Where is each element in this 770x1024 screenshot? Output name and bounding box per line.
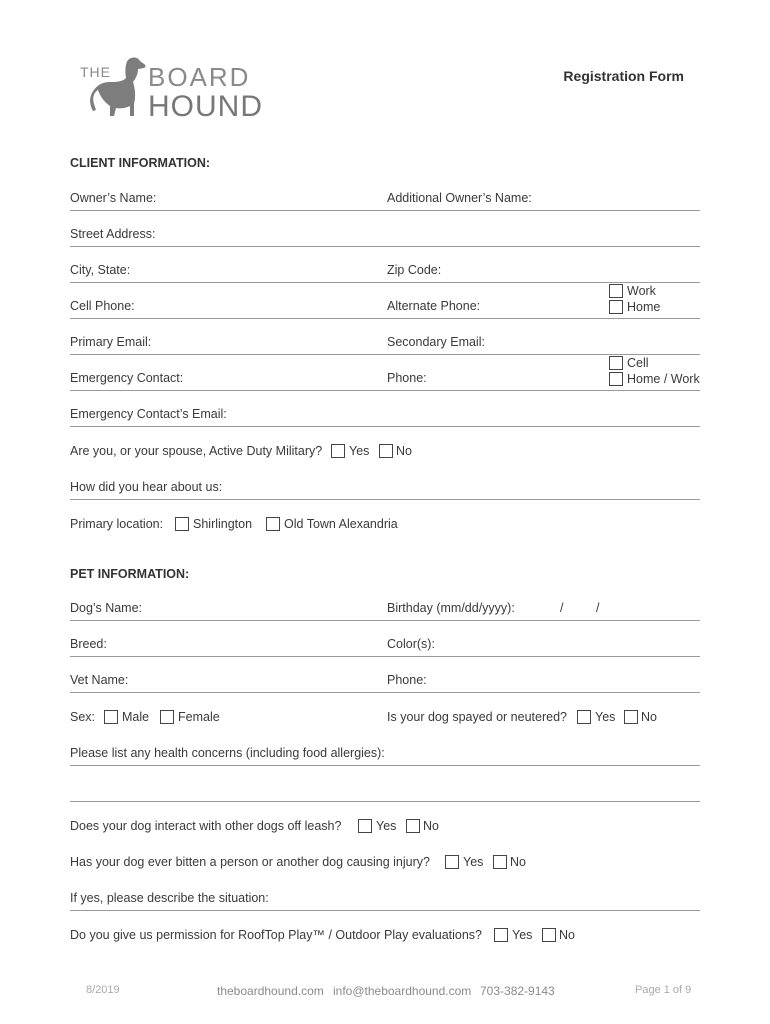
emergency-email-row [70, 405, 700, 427]
logo-text-hound: HOUND [148, 90, 263, 123]
owner-row [70, 189, 700, 211]
dog-icon [88, 54, 150, 122]
emergency-cell-checkbox[interactable] [609, 356, 623, 370]
primary-email-label: Primary Email: [70, 335, 152, 349]
male-checkbox[interactable] [104, 710, 118, 724]
birthday-slash-2: / [596, 601, 600, 615]
city-state-label: City, State: [70, 263, 131, 277]
footer-page-number: Page 1 of 9 [635, 984, 692, 996]
emergency-cell-label: Cell [627, 356, 649, 370]
primary-location-label: Primary location: [70, 517, 164, 531]
emergency-phone-label: Phone: [387, 371, 427, 385]
rooftop-question: Do you give us permission for RoofTop Play™ / Outdoor Play evaluations? [70, 928, 483, 942]
leash-no-label: No [423, 819, 439, 833]
alt-phone-work-label: Work [627, 284, 656, 298]
footer-date: 8/2019 [86, 984, 120, 996]
military-question: Are you, or your spouse, Active Duty Military? [70, 444, 323, 458]
hear-row [70, 478, 700, 500]
health-concerns-label: Please list any health concerns (including food allergies): [70, 746, 385, 760]
additional-owner-label: Additional Owner’s Name: [387, 191, 532, 205]
rooftop-yes-label: Yes [512, 928, 533, 942]
dog-name-row [70, 599, 700, 621]
spayed-yes-checkbox[interactable] [577, 710, 591, 724]
footer-website: theboardhound.com [217, 984, 324, 998]
health-line-2 [70, 780, 700, 802]
phone-row [70, 297, 700, 319]
colors-label: Color(s): [387, 637, 435, 651]
email-row [70, 333, 700, 355]
form-title: Registration Form [563, 68, 684, 84]
zip-code-label: Zip Code: [387, 263, 442, 277]
leash-yes-label: Yes [376, 819, 397, 833]
company-logo [80, 52, 310, 124]
male-label: Male [122, 710, 150, 724]
military-yes-checkbox[interactable] [331, 444, 345, 458]
military-no-label: No [396, 444, 412, 458]
cell-phone-label: Cell Phone: [70, 299, 135, 313]
bitten-no-label: No [510, 855, 526, 869]
vet-name-label: Vet Name: [70, 673, 129, 687]
vet-phone-label: Phone: [387, 673, 427, 687]
alt-phone-home-label: Home [627, 300, 661, 314]
breed-row [70, 635, 700, 657]
female-checkbox[interactable] [160, 710, 174, 724]
alt-phone-work-checkbox[interactable] [609, 284, 623, 298]
alt-phone-home-checkbox[interactable] [609, 300, 623, 314]
birthday-label: Birthday (mm/dd/yyyy): [387, 601, 515, 615]
hear-about-label: How did you hear about us: [70, 480, 223, 494]
military-yes-label: Yes [349, 444, 370, 458]
logo-text-board: BOARD [148, 62, 251, 92]
logo-text-the: THE [80, 64, 111, 80]
bitten-yes-checkbox[interactable] [445, 855, 459, 869]
city-row [70, 261, 700, 283]
emergency-homework-label: Home / Work [627, 372, 700, 386]
old-town-label: Old Town Alexandria [284, 517, 398, 531]
spayed-no-label: No [641, 710, 657, 724]
spayed-question: Is your dog spayed or neutered? [387, 710, 567, 724]
leash-yes-checkbox[interactable] [358, 819, 372, 833]
birthday-slash-1: / [560, 601, 564, 615]
shirlington-checkbox[interactable] [175, 517, 189, 531]
leash-no-checkbox[interactable] [406, 819, 420, 833]
secondary-email-label: Secondary Email: [387, 335, 485, 349]
pet-section-heading: PET INFORMATION: [70, 567, 190, 581]
footer-email: info@theboardhound.com [333, 984, 472, 998]
sex-label: Sex: [70, 710, 96, 724]
describe-situation-label: If yes, please describe the situation: [70, 891, 269, 905]
street-row [70, 225, 700, 247]
owner-name-label: Owner’s Name: [70, 191, 157, 205]
bitten-yes-label: Yes [463, 855, 484, 869]
emergency-homework-checkbox[interactable] [609, 372, 623, 386]
emergency-row [70, 369, 700, 391]
rooftop-yes-checkbox[interactable] [494, 928, 508, 942]
leash-question: Does your dog interact with other dogs off leash? [70, 819, 342, 833]
emergency-contact-label: Emergency Contact: [70, 371, 184, 385]
spayed-no-checkbox[interactable] [624, 710, 638, 724]
rooftop-no-label: No [559, 928, 575, 942]
shirlington-label: Shirlington [193, 517, 253, 531]
dog-name-label: Dog’s Name: [70, 601, 143, 615]
bitten-no-checkbox[interactable] [493, 855, 507, 869]
health-row [70, 744, 700, 766]
footer-phone: 703-382-9143 [480, 984, 555, 998]
female-label: Female [178, 710, 220, 724]
client-section-heading: CLIENT INFORMATION: [70, 156, 211, 170]
old-town-checkbox[interactable] [266, 517, 280, 531]
vet-row [70, 671, 700, 693]
spayed-yes-label: Yes [595, 710, 616, 724]
alternate-phone-label: Alternate Phone: [387, 299, 481, 313]
breed-label: Breed: [70, 637, 107, 651]
emergency-email-label: Emergency Contact’s Email: [70, 407, 227, 421]
rooftop-no-checkbox[interactable] [542, 928, 556, 942]
bitten-question: Has your dog ever bitten a person or another dog causing injury? [70, 855, 430, 869]
military-no-checkbox[interactable] [379, 444, 393, 458]
street-address-label: Street Address: [70, 227, 156, 241]
describe-row [70, 889, 700, 911]
